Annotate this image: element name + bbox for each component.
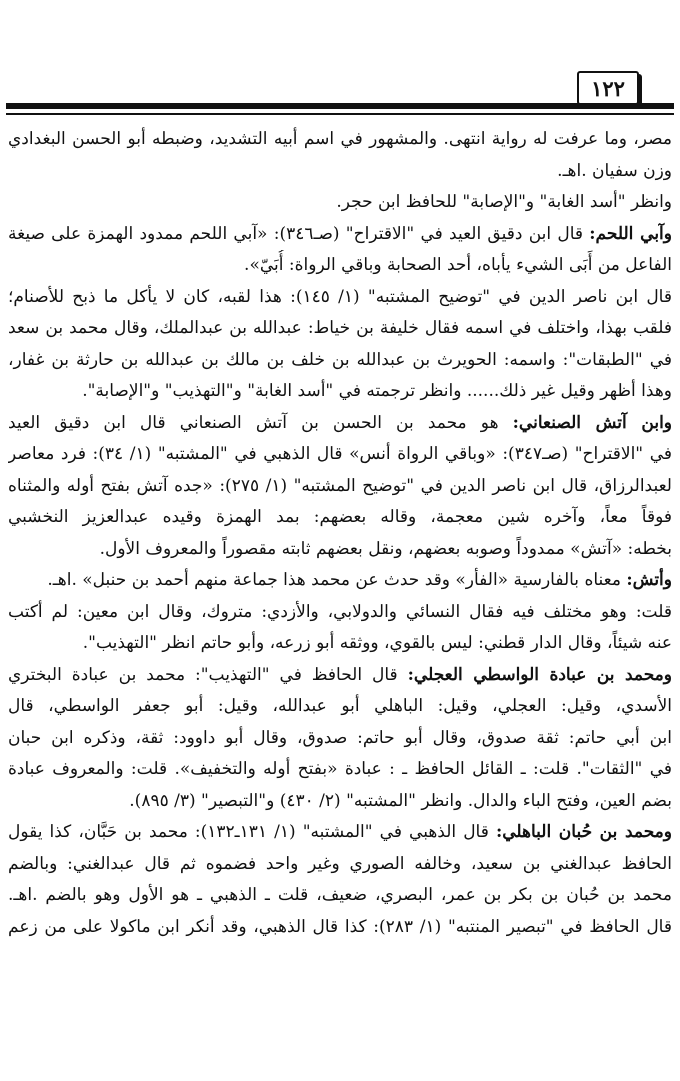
page-header — [0, 0, 680, 120]
header-rule-thin — [6, 113, 674, 115]
line-text: قلت: وهو مختلف فيه فقال النسائي والدولابي، والأزدي: متروك، وقال ابن معين: لم أكتب — [8, 601, 672, 622]
text-line — [8, 597, 672, 629]
text-line — [8, 534, 672, 566]
page-body — [8, 124, 672, 943]
entry-heading: ومحمد بن عبادة الواسطي العجلي: — [407, 664, 672, 685]
text-line — [8, 786, 672, 818]
line-text: قال ابن ناصر الدين في "توضيح المشتبه" (١/ ١٤٥): هذا لقبه، كان لا يأكل ما ذبح للأصنام؛ — [8, 286, 672, 307]
text-line — [8, 408, 672, 440]
text-line — [8, 219, 672, 251]
line-text: بخطه: «آتش» ممدوداً وصوبه بعضهم، ونقل بعضهم ثابته مقصوراً والمعروف الأول. — [99, 538, 672, 559]
line-text: بضم العين، وفتح الباء والدال. وانظر "المشتبه" (٢/ ٤٣٠) و"التبصير" (٣/ ٨٩٥). — [129, 790, 672, 811]
page-number: ١٢٢ — [577, 71, 639, 105]
text-line — [8, 912, 672, 944]
line-text: فوقاً معاً، وآخره شين معجمة، وقاله بعضهم: بمد الهمزة وقيده عبدالعزيز النخشبي — [8, 507, 672, 527]
line-text: وزن سفيان .اهـ. — [557, 160, 672, 181]
text-line — [8, 282, 672, 314]
text-line — [8, 471, 672, 503]
text-line — [8, 817, 672, 849]
entry-heading: وابن آتش الصنعاني: — [512, 412, 672, 433]
text-line — [8, 723, 672, 755]
entry-heading: ومحمد بن حُبان الباهلي: — [495, 822, 672, 842]
entry-heading: وآبي اللحم: — [589, 223, 672, 244]
line-text: هو محمد بن الحسن بن آتش الصنعاني قال ابن دقيق العيد — [8, 412, 513, 433]
text-line — [8, 691, 672, 723]
line-text: وهذا أظهر وقيل غير ذلك...... وانظر ترجمته في "أسد الغابة" و"التهذيب" و"الإصابة". — [82, 381, 672, 401]
text-line — [8, 502, 672, 534]
line-text: محمد بن حُبان بن بكر بن عمر، البصري، ضعيف، قلت ـ الذهبي ـ هو الأول وهو بالضم .اهـ. — [8, 885, 672, 905]
text-line — [8, 187, 672, 219]
line-text: معناه بالفارسية «الفأر» وقد حدث عن محمد هذا جماعة منهم أحمد بن حنبل» .اهـ. — [47, 570, 627, 590]
line-text: الأسدي، وقيل: العجلي، وقيل: الباهلي أبو عبدالله، وقيل: أبو جعفر الواسطي، قال — [8, 696, 672, 716]
text-line — [8, 849, 672, 881]
line-text: قال الذهبي في "المشتبه" (١/ ١٣١ـ١٣٢): محمد بن حَبَّان، كذا يقول — [8, 822, 496, 842]
line-text: عنه شيئاً، وقال الدار قطني: ليس بالقوي، ووثقه أبو زرعه، وأبو حاتم انظر "التهذيب". — [82, 633, 672, 653]
line-text: قال الحافظ في "تبصير المنتبه" (١/ ٢٨٣): كذا قال الذهبي، وقد أنكر ابن ماكولا على من زعم — [8, 916, 672, 937]
line-text: قال ابن دقيق العيد في "الاقتراح" (صـ٣٤٦): «آبي اللحم ممدود الهمزة على صيغة — [8, 223, 590, 244]
text-line — [8, 565, 672, 597]
line-text: في "الطبقات": واسمه: الحويرث بن عبدالله بن خلف بن مالك بن عبدالله بن حارثة بن غفار، — [8, 349, 672, 370]
line-text: في "الثقات". قلت: ـ القائل الحافظ ـ : عبادة «بفتح أوله والتخفيف». قلت: والمعروف عبادة — [8, 759, 672, 779]
text-line — [8, 880, 672, 912]
line-text: فلقب بهذا، واختلف في اسمه فقال خليفة بن خياط: عبدالله بن عبدالملك، وقال محمد بن سعد — [8, 318, 672, 338]
line-text: مصر، وما عرفت له رواية انتهى. والمشهور في اسم أبيه التشديد، وضبطه أبو الحسن البغدادي — [8, 129, 672, 149]
header-rule-thick — [6, 103, 674, 109]
text-line — [8, 156, 672, 188]
line-text: الفاعل من أَبَى الشيء يأباه، أحد الصحابة وباقي الرواة: أُبَيّ». — [244, 255, 672, 275]
text-line — [8, 628, 672, 660]
line-text: ابن أبي حاتم: ثقة صدوق، وقال أبو حاتم: صدوق، وقال أبو داوود: ثقة، وذكره ابن حبان — [8, 727, 672, 748]
entry-heading: وأتش: — [626, 570, 672, 590]
text-line — [8, 376, 672, 408]
text-line — [8, 124, 672, 156]
line-text: في "الاقتراح" (صـ٣٤٧): «وباقي الرواة أنس» قال الذهبي في "المشتبه" (١/ ٣٤): فرد معاصر — [8, 444, 672, 464]
text-line — [8, 660, 672, 692]
line-text: الحافظ عبدالغني بن سعيد، وخالفه الصوري وغير واحد فضموه ثم قال عبدالغني: وبالضم — [8, 853, 672, 874]
line-text: وانظر "أسد الغابة" و"الإصابة" للحافظ ابن حجر. — [336, 192, 672, 212]
line-text: لعبدالرزاق، قال ابن ناصر الدين في "توضيح المشتبه" (١/ ٢٧٥): «جده آتش بفتح أوله والمثناه — [8, 475, 672, 496]
text-line — [8, 313, 672, 345]
text-line — [8, 754, 672, 786]
text-line — [8, 345, 672, 377]
text-line — [8, 250, 672, 282]
text-line — [8, 439, 672, 471]
line-text: قال الحافظ في "التهذيب": محمد بن عبادة البختري — [8, 664, 408, 685]
